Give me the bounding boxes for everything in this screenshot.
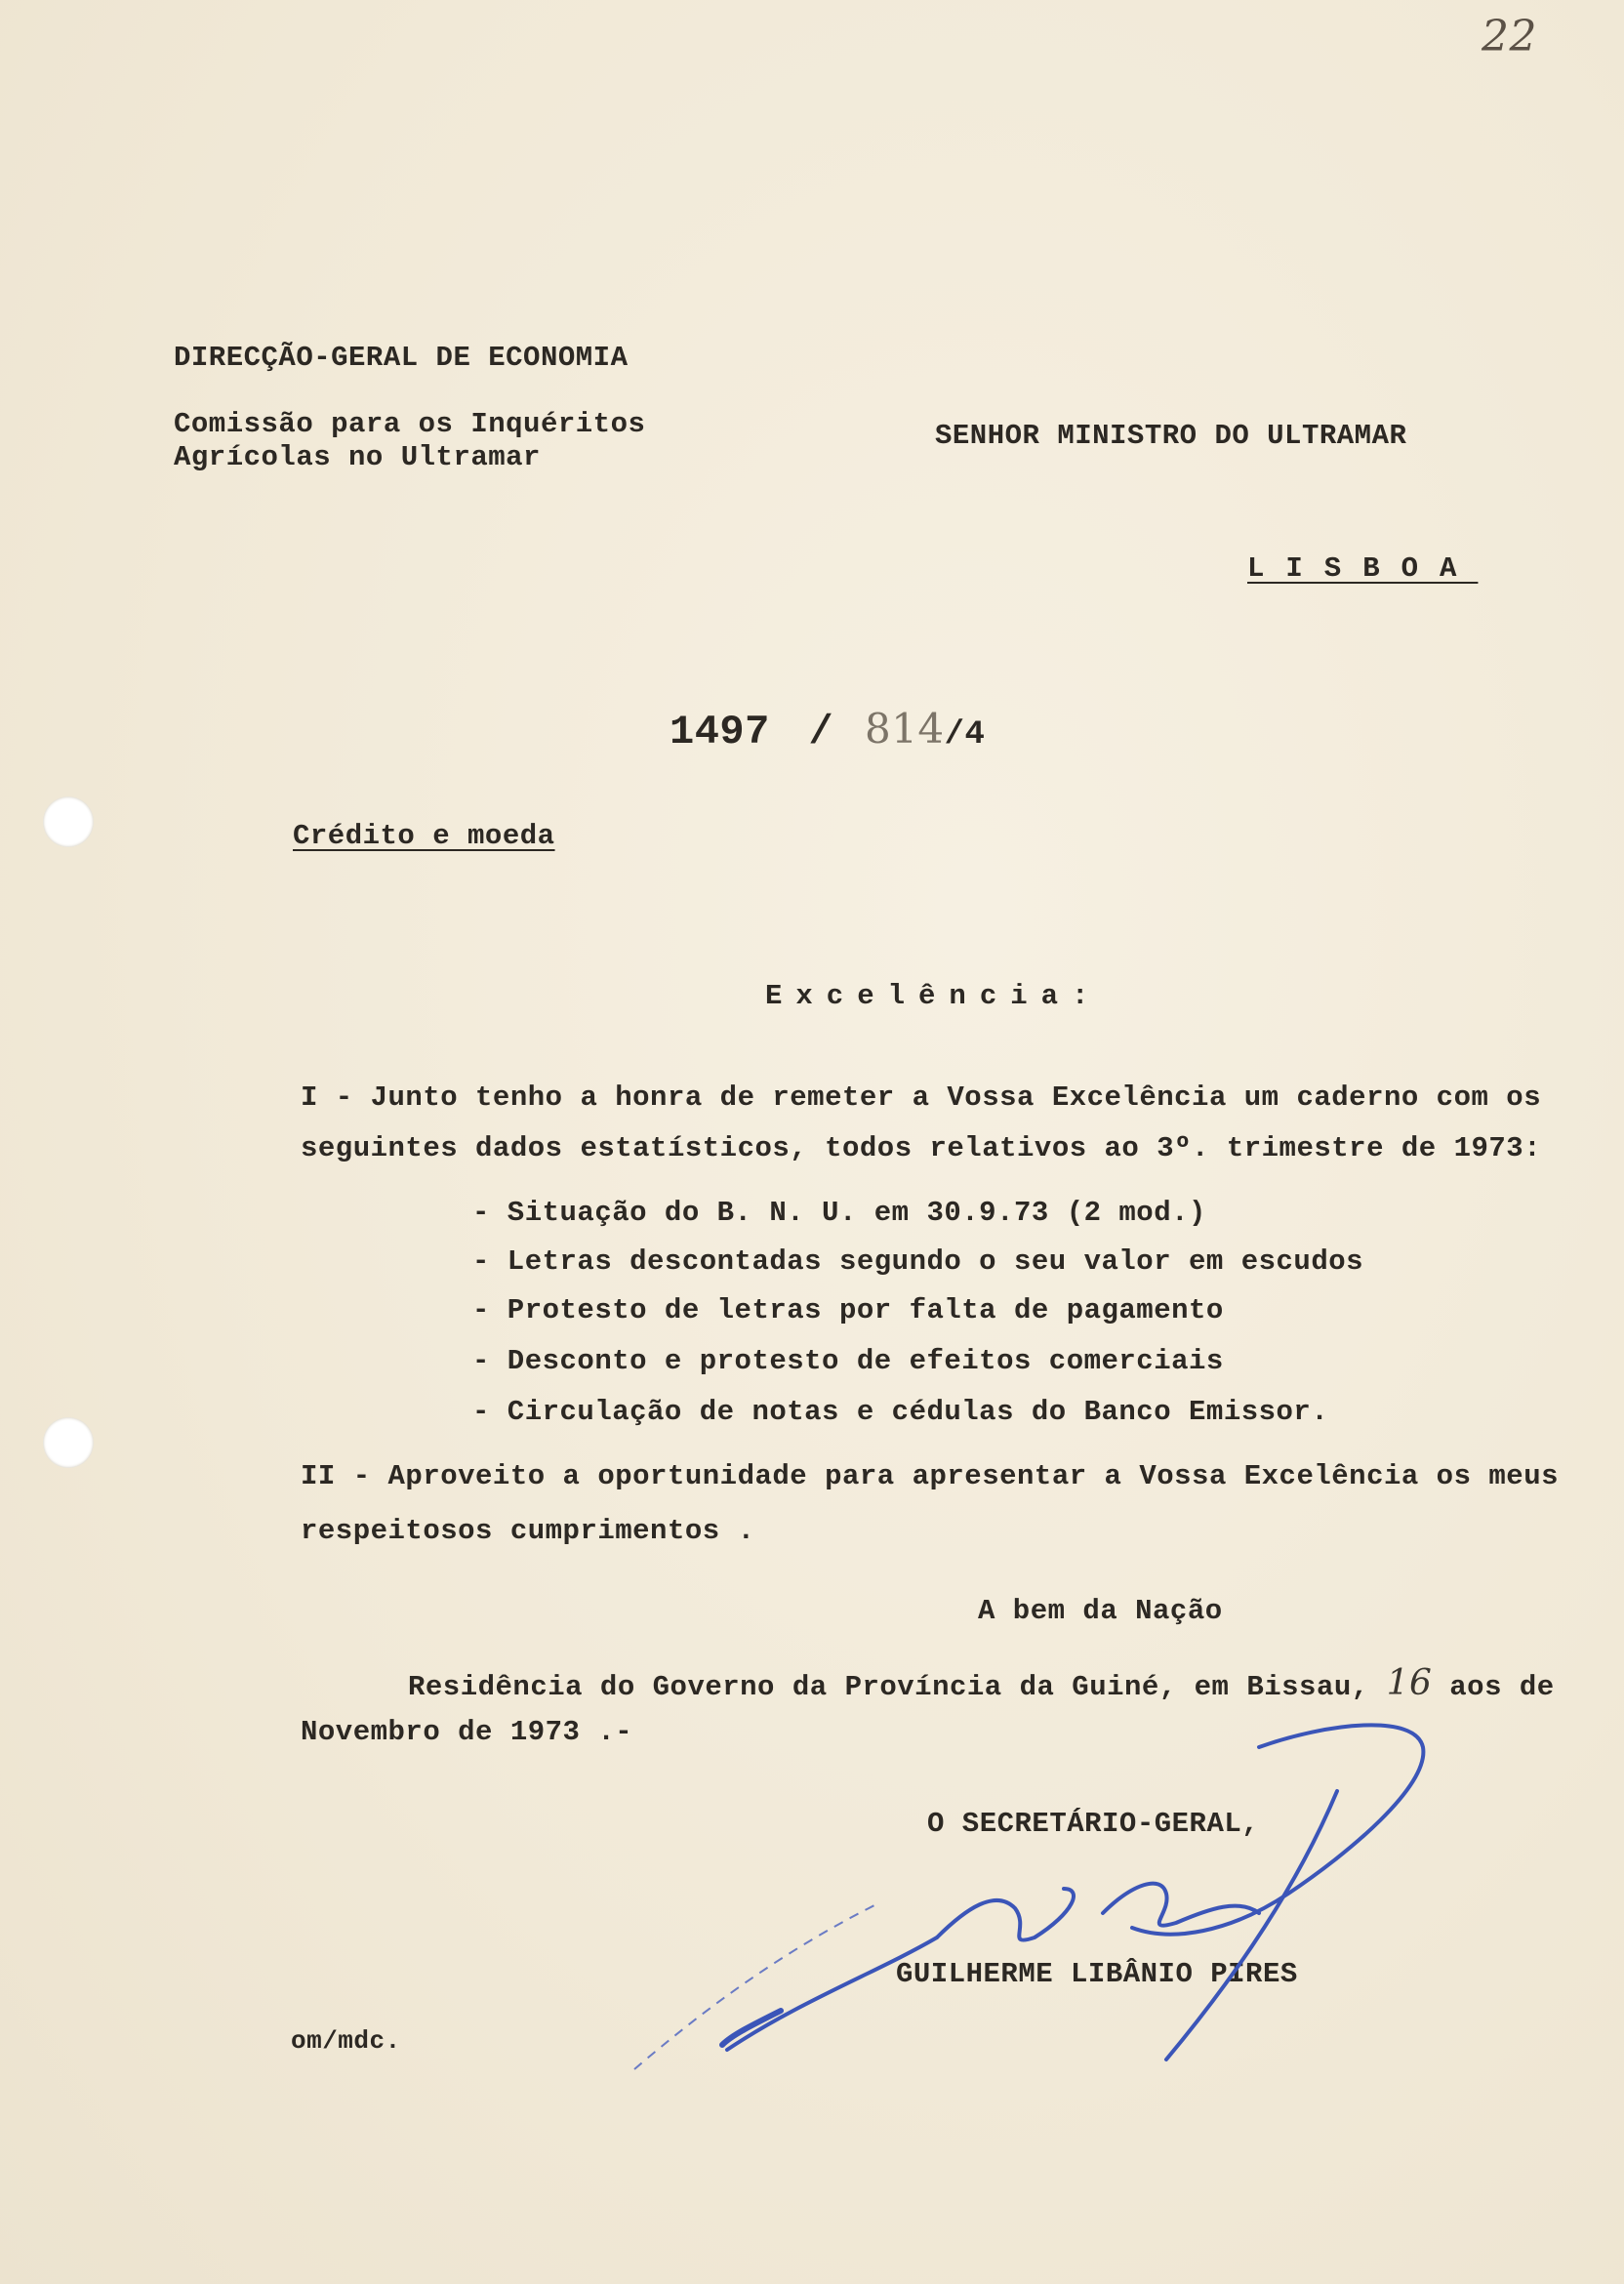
reference-number	[670, 705, 985, 755]
list-item: - Situação do B. N. U. em 30.9.73 (2 mod.)	[472, 1197, 1206, 1229]
subject-heading: Crédito e moeda	[293, 820, 555, 852]
closing-motto: A bem da Nação	[978, 1595, 1223, 1627]
commission-line-1: Comissão para os Inquéritos	[174, 408, 646, 440]
paragraph-1-line-2: seguintes dados estatísticos, todos relativos ao 3º. trimestre de 1973:	[301, 1132, 1542, 1164]
list-item: - Protesto de letras por falta de pagamento	[472, 1294, 1224, 1326]
list-item: - Letras descontadas segundo o seu valor em escudos	[472, 1245, 1364, 1278]
reference-stamped: 814	[864, 705, 945, 753]
handwritten-day: 16	[1386, 1663, 1433, 1703]
paragraph-2-line-1: II - Aproveito a oportunidade para apresentar a Vossa Excelência os meus	[301, 1460, 1560, 1492]
paragraph-1-line-1: I - Junto tenho a honra de remeter a Vossa Excelência um caderno com os	[301, 1081, 1542, 1114]
place-date-line-1	[408, 1663, 1555, 1703]
reference-separator: /	[808, 709, 834, 755]
place-text: Residência do Governo da Província da Guiné, em Bissau,	[408, 1671, 1369, 1703]
page-number: 22	[1482, 12, 1537, 61]
reference-suffix: /4	[944, 716, 986, 754]
recipient: SENHOR MINISTRO DO ULTRAMAR	[935, 420, 1407, 452]
punch-hole-bottom	[43, 1417, 94, 1468]
punch-hole-top	[43, 796, 94, 847]
commission-line-2: Agrícolas no Ultramar	[174, 441, 541, 473]
paragraph-2-line-2: respeitosos cumprimentos .	[301, 1515, 755, 1547]
list-item: - Circulação de notas e cédulas do Banco Emissor.	[472, 1396, 1329, 1428]
salutation: Excelência:	[765, 980, 1103, 1012]
list-item: - Desconto e protesto de efeitos comerciais	[472, 1345, 1224, 1377]
reference-main: 1497	[670, 709, 770, 755]
recipient-city: LISBOA	[1247, 552, 1479, 585]
typist-initials: om/mdc.	[291, 2026, 401, 2056]
place-date-line-2: Novembro de 1973 .-	[301, 1716, 633, 1748]
place-text-end: aos de	[1449, 1671, 1555, 1703]
signatory-name: GUILHERME LIBÂNIO PIRES	[896, 1958, 1298, 1990]
department-name: DIRECÇÃO-GERAL DE ECONOMIA	[174, 342, 629, 374]
signatory-title: O SECRETÁRIO-GERAL,	[927, 1808, 1260, 1840]
